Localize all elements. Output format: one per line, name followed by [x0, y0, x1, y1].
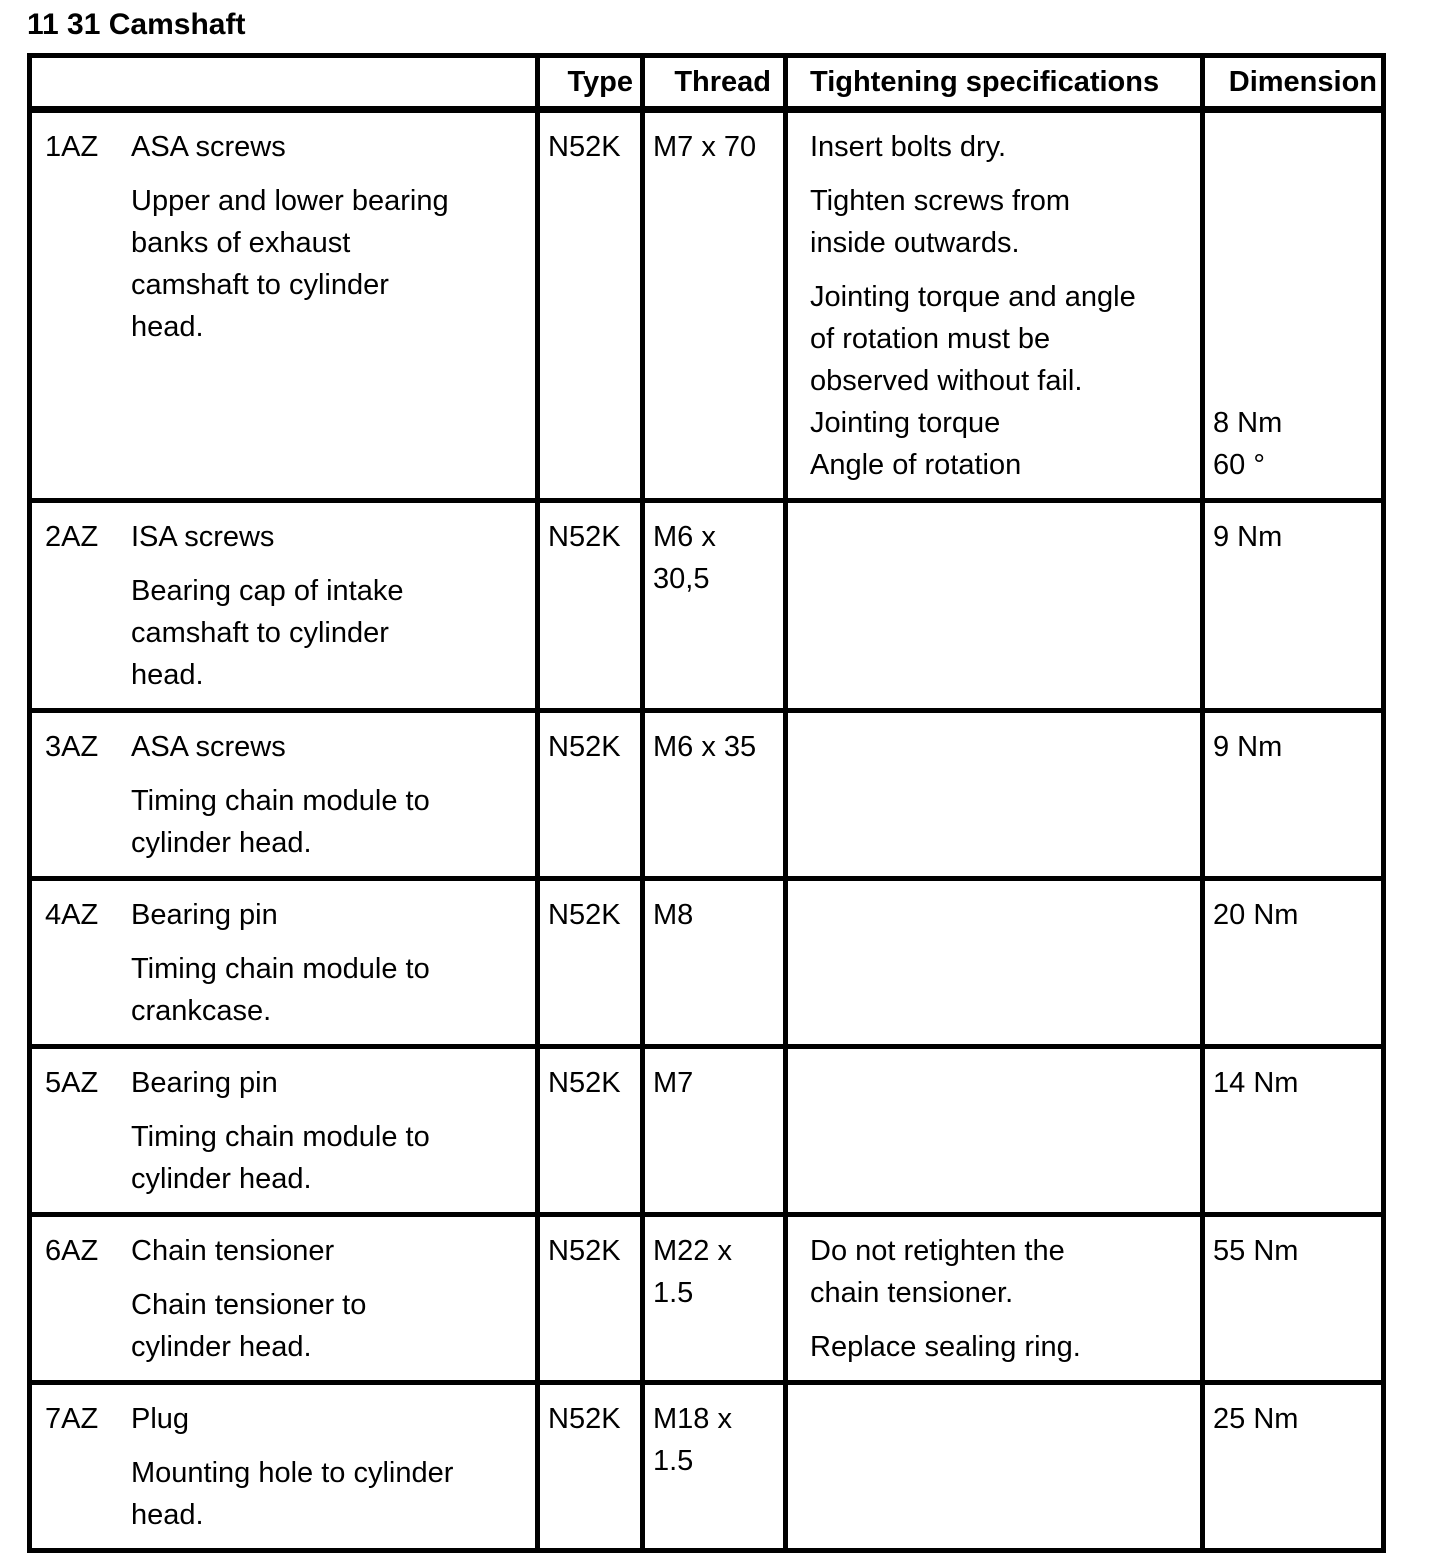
tightening-spec-table	[27, 53, 1386, 1553]
text-line: N52K	[548, 521, 621, 553]
spec-note	[810, 126, 1192, 168]
type-cell	[535, 113, 640, 498]
text-line: 14 Nm	[1213, 1067, 1299, 1099]
item-description	[131, 180, 527, 348]
item-name: Bearing pin	[131, 899, 278, 931]
text-line: 9 Nm	[1213, 731, 1283, 763]
text-line: cylinder head.	[131, 1331, 312, 1363]
text-line: 20 Nm	[1213, 899, 1299, 931]
item-id: 6AZ	[45, 1235, 99, 1267]
item-text	[131, 1062, 527, 1200]
text-line: head.	[131, 659, 204, 691]
text-line: 25 Nm	[1213, 1403, 1299, 1435]
text-line: Jointing torque and angle	[810, 281, 1136, 313]
thread-cell	[640, 1385, 783, 1548]
text-line: Chain tensioner to	[131, 1289, 367, 1321]
item-id: 4AZ	[45, 899, 99, 931]
specs-cell	[783, 113, 1200, 498]
item-description	[131, 1452, 527, 1536]
item-text	[131, 1230, 527, 1368]
text-line: N52K	[548, 899, 621, 931]
text-line: Bearing cap of intake	[131, 575, 404, 607]
item-name: ASA screws	[131, 131, 286, 163]
type-cell	[535, 1217, 640, 1380]
header-item	[32, 58, 535, 106]
item-id: 3AZ	[45, 731, 99, 763]
dimension-values	[1213, 894, 1373, 936]
specs-cell	[783, 1385, 1200, 1548]
dimension-values	[1213, 1230, 1373, 1272]
text-line: banks of exhaust	[131, 227, 351, 259]
header-tightening-specifications: Tightening specifications	[783, 58, 1200, 106]
item-text	[131, 894, 527, 1032]
item-cell	[32, 713, 535, 876]
table-row	[32, 498, 1381, 708]
item-text	[131, 126, 527, 486]
header-type: Type	[535, 58, 640, 106]
text-line: Replace sealing ring.	[810, 1331, 1081, 1363]
text-line: Insert bolts dry.	[810, 131, 1007, 163]
item-description	[131, 1284, 527, 1368]
text-line: head.	[131, 311, 204, 343]
item-id: 7AZ	[45, 1403, 99, 1435]
text-line: Angle of rotation	[810, 449, 1022, 481]
text-line: M8	[653, 899, 694, 931]
spec-note	[810, 1230, 1192, 1314]
specs-cell	[783, 1049, 1200, 1212]
header-dimension: Dimension	[1200, 58, 1381, 106]
dimension-cell	[1200, 1049, 1381, 1212]
dimension-cell	[1200, 503, 1381, 708]
table-row	[32, 1044, 1381, 1212]
type-cell	[535, 503, 640, 708]
table-header-row	[32, 58, 1381, 113]
table-row	[32, 113, 1381, 498]
item-name: ISA screws	[131, 521, 275, 553]
item-cell	[32, 881, 535, 1044]
text-line: 1.5	[653, 1277, 694, 1309]
item-description	[131, 1116, 527, 1200]
item-text	[131, 516, 527, 696]
item-cell	[32, 1217, 535, 1380]
dimension-cell	[1200, 1217, 1381, 1380]
text-line: M6 x	[653, 521, 716, 553]
item-id: 5AZ	[45, 1067, 99, 1099]
dimension-cell	[1200, 113, 1381, 498]
text-line: Timing chain module to	[131, 1121, 430, 1153]
item-name: Plug	[131, 1403, 190, 1435]
specs-cell	[783, 713, 1200, 876]
table-row	[32, 876, 1381, 1044]
dimension-cell	[1200, 713, 1381, 876]
item-name: ASA screws	[131, 731, 286, 763]
spec-note	[810, 276, 1192, 402]
item-description	[131, 780, 527, 864]
dimension-values	[1213, 402, 1373, 486]
dimension-values	[1213, 726, 1373, 768]
item-text	[131, 1398, 527, 1536]
type-cell	[535, 1385, 640, 1548]
specs-cell	[783, 503, 1200, 708]
thread-cell	[640, 113, 783, 498]
manual-page	[27, 4, 1386, 1553]
type-cell	[535, 881, 640, 1044]
text-line: M6 x 35	[653, 731, 757, 763]
header-thread: Thread	[640, 58, 783, 106]
text-line: camshaft to cylinder	[131, 269, 389, 301]
text-line: cylinder head.	[131, 1163, 312, 1195]
thread-cell	[640, 713, 783, 876]
text-line: Mounting hole to cylinder	[131, 1457, 454, 1489]
item-text	[131, 726, 527, 864]
text-line: chain tensioner.	[810, 1277, 1014, 1309]
item-name: Bearing pin	[131, 1067, 278, 1099]
specs-cell	[783, 881, 1200, 1044]
page-title: 11 31 Camshaft	[27, 8, 246, 41]
spec-note	[810, 180, 1192, 264]
thread-cell	[640, 1049, 783, 1212]
text-line: M7	[653, 1067, 694, 1099]
text-line: crankcase.	[131, 995, 272, 1027]
item-cell	[32, 1049, 535, 1212]
text-line: N52K	[548, 131, 621, 163]
thread-cell	[640, 881, 783, 1044]
item-id: 2AZ	[45, 521, 99, 553]
dimension-cell	[1200, 1385, 1381, 1548]
text-line: cylinder head.	[131, 827, 312, 859]
specs-cell	[783, 1217, 1200, 1380]
text-line: camshaft to cylinder	[131, 617, 389, 649]
text-line: inside outwards.	[810, 227, 1020, 259]
spec-labels	[810, 402, 1192, 486]
item-cell	[32, 503, 535, 708]
dimension-cell	[1200, 881, 1381, 1044]
text-line: head.	[131, 1499, 204, 1531]
type-cell	[535, 1049, 640, 1212]
item-description	[131, 570, 527, 696]
text-line: M7 x 70	[653, 131, 757, 163]
text-line: 8 Nm	[1213, 407, 1283, 439]
text-line: 60 °	[1213, 449, 1265, 481]
text-line: observed without fail.	[810, 365, 1083, 397]
text-line: M18 x	[653, 1403, 732, 1435]
text-line: 1.5	[653, 1445, 694, 1477]
text-line: 9 Nm	[1213, 521, 1283, 553]
item-cell	[32, 1385, 535, 1548]
table-row	[32, 1380, 1381, 1548]
text-line: N52K	[548, 1403, 621, 1435]
text-line: 30,5	[653, 563, 710, 595]
item-cell	[32, 113, 535, 498]
table-body	[32, 113, 1381, 1548]
dimension-values	[1213, 516, 1373, 558]
text-line: Tighten screws from	[810, 185, 1070, 217]
text-line: N52K	[548, 731, 621, 763]
text-line: N52K	[548, 1067, 621, 1099]
text-line: 55 Nm	[1213, 1235, 1299, 1267]
thread-cell	[640, 1217, 783, 1380]
text-line: Timing chain module to	[131, 785, 430, 817]
thread-cell	[640, 503, 783, 708]
type-cell	[535, 713, 640, 876]
text-line: Jointing torque	[810, 407, 1001, 439]
spec-notes	[810, 1230, 1192, 1368]
text-line: of rotation must be	[810, 323, 1051, 355]
item-description	[131, 948, 527, 1032]
text-line: Timing chain module to	[131, 953, 430, 985]
table-row	[32, 708, 1381, 876]
text-line: M22 x	[653, 1235, 732, 1267]
spec-notes	[810, 126, 1192, 402]
text-line: N52K	[548, 1235, 621, 1267]
table-row	[32, 1212, 1381, 1380]
text-line: Upper and lower bearing	[131, 185, 449, 217]
dimension-values	[1213, 1062, 1373, 1104]
item-name: Chain tensioner	[131, 1235, 335, 1267]
text-line: Do not retighten the	[810, 1235, 1065, 1267]
item-id: 1AZ	[45, 131, 99, 163]
dimension-values	[1213, 1398, 1373, 1440]
spec-note	[810, 1326, 1192, 1368]
